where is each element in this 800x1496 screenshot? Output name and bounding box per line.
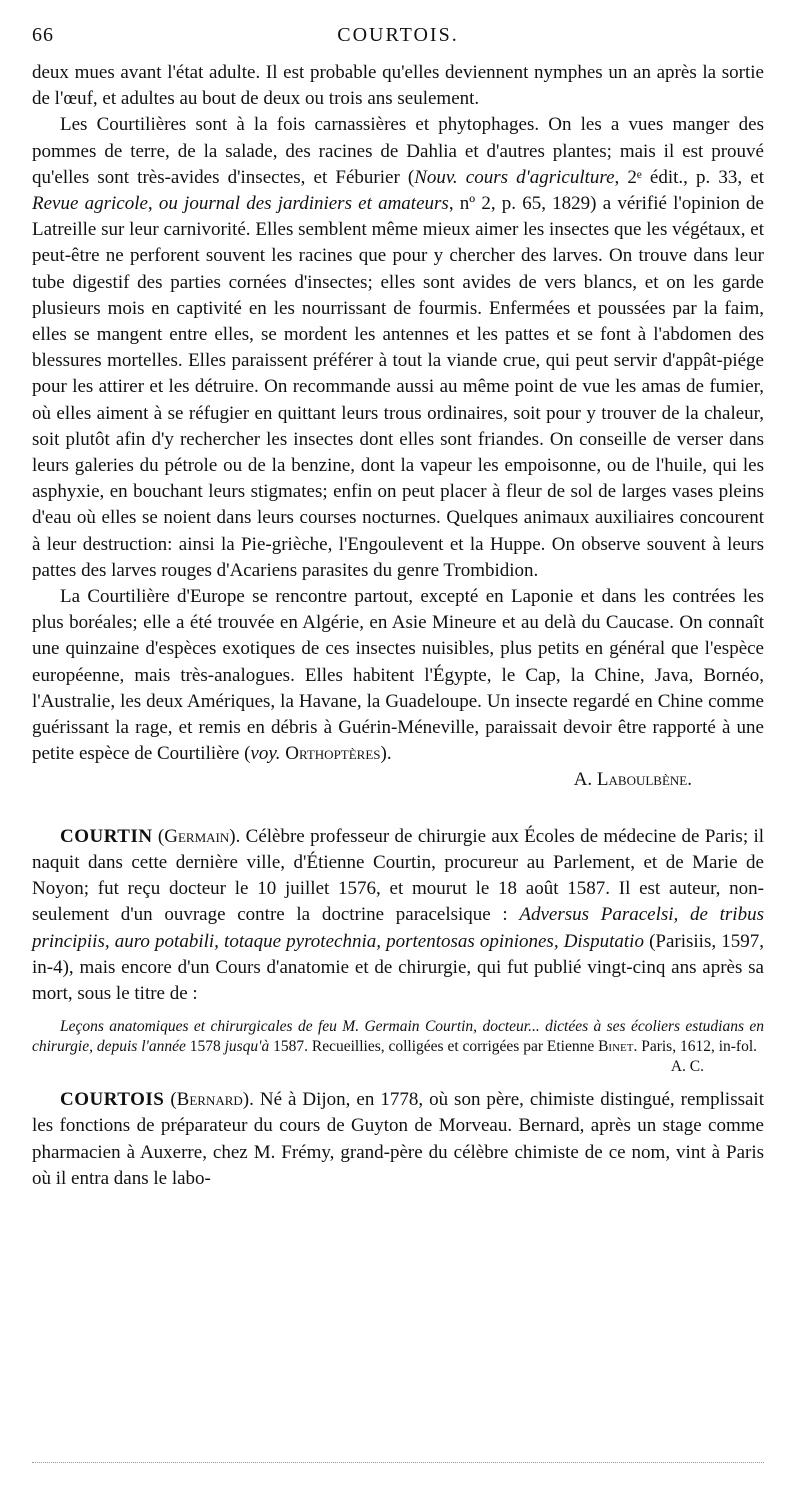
- cross-reference: Orthoptères: [285, 743, 381, 765]
- text-run: . Né à Dijon, en 1778, où son père, chimiste distingué, remplissait les fonctions de préparateur du cours de Guyton de Morveau. Bernard, après un stage comme pharmacien à Auxerre, chez M. Frémy, grand-père du célèbre chimiste de ce nom, vint à Paris où il entra dans le labo-: [32, 1089, 764, 1189]
- entry-gap: [32, 794, 764, 824]
- running-title: COURTOIS.: [337, 24, 459, 46]
- text-run: , 2ᵉ édit., p. 33, et: [614, 166, 764, 188]
- text-run: 1578: [189, 1038, 221, 1056]
- paragraph-courtiliere-2: [32, 112, 764, 584]
- entry-given-name: (Germain): [152, 825, 236, 847]
- entry-headword: COURTIN: [60, 825, 153, 847]
- author-signature-laboulbene: [32, 767, 764, 793]
- editor-name: Binet: [598, 1038, 634, 1056]
- text-run: , nº 2, p. 65, 1829) a vérifié l'opinion de Latreille sur leur carnivorité. Elles semblent même mieux aimer les insectes que les végétaux, et peut-être ne perforent souvent les racines que pour y chercher des larves. On trouve dans leur tube digestif des parties cornées d'insectes; elles sont avides de vers blancs, et on les garde plusieurs mois en captivité en les nourrissant de fourmis. Enfermées et poussées par la faim, elles se mangent entre elles, se mordent les antennes et les pattes et se font à l'abdomen des blessures mortelles. Elles paraissent préférer à tout la viande crue, qui peut servir d'appât-piége pour les attirer et les détruire. On recommande aussi au même point de vue les amas de fumier, où elles aiment à se réfugier en quittant leurs trous ordinaires, soit pour y trouver de la chaleur, soit plutôt afin d'y rechercher les insectes dont elles sont friandes. On conseille de verser dans leurs galeries du pétrole ou de la benzine, dont la vapeur les empoisonne, ou de l'huile, qui les asphyxie, en bouchant leurs stigmates; enfin on peut placer à fleur de sol de larges vases pleins d'eau où elles se noient dans leurs courses nocturnes. Quelques animaux auxiliaires concourent à leur destruction: ainsi la Pie-grièche, l'Engoulevent et la Huppe. On observe souvent à leurs pattes des larves rouges d'Acariens parasites du genre Trombidion.: [32, 193, 764, 581]
- text-column: [32, 60, 764, 1192]
- signature-text: A. Laboulbène.: [573, 769, 692, 791]
- text-run: (Parisiis, 1597, in-4), mais encore d'un Cours d'anatomie et de chirurgie, qui fut publié vingt-cinq ans après sa mort, sous le titre de :: [32, 930, 764, 1004]
- text-run: . Célèbre professeur de chirurgie aux Écoles de médecine de Paris; il naquit dans cette dernière ville, d'Étienne Courtin, procureur au Parlement, et de Marie de Noyon; fut reçu docteur le 10 juillet 1576, et mourut le 18 août 1587. Il est auteur, non-seulement d'un ouvrage contre la doctrine paracelsique :: [32, 825, 765, 926]
- page-number: 66: [32, 24, 54, 46]
- italic-title: Adversus Paracelsi, de tribus principiis, auro potabili, totaque pyrotechnia, portentosas opiniones, Disputatio: [32, 904, 764, 952]
- text-run: deux mues avant l'état adulte. Il est probable qu'elles deviennent nymphes un an après la sortie de l'œuf, et adultes au bout de deux ou trois ans seulement.: [32, 62, 764, 110]
- author-signature-ac: A. C.: [670, 1058, 704, 1076]
- text-run: ).: [380, 743, 392, 765]
- text-run: 1587. Recueillies, colligées et corrigées par Etienne: [273, 1038, 599, 1056]
- italic-citation: Revue agricole, ou journal des jardiniers et amateurs: [32, 193, 449, 215]
- entry-given-name: (Bernard): [164, 1089, 250, 1111]
- italic-title: Leçons anatomiques et chirurgicales de feu M. Germain Courtin, docteur... dictées à ses écoliers estudians en chirurgie, depuis l'année: [32, 1018, 764, 1056]
- text-run: La Courtilière d'Europe se rencontre partout, excepté en Laponie et dans les contrées les plus boréales; elle a été trouvée en Algérie, en Asie Mineure et au delà du Caucase. On connaît une quinzaine d'espèces exotiques de ces insectes nuisibles, plus petits en général que l'espèce européenne, mais très-analogues. Elles habitent l'Égypte, le Cap, la Chine, Java, Bornéo, l'Australie, les deux Amériques, la Havane, la Guadeloupe. Un insecte regardé en Chine comme guérissant la rage, et remis en débris à Guérin-Méneville, paraissait devoir être rapporté à une petite espèce de Courtilière (: [32, 586, 764, 765]
- text-run: Les Courtilières sont à la fois carnassières et phytophages. On les a vues manger des pommes de terre, de la salade, des racines de Dahlia et d'autres plantes; mais il est prouvé qu'elles sont très-avides d'insectes, et Féburier (: [32, 114, 764, 188]
- running-header: [32, 24, 764, 52]
- text-run: . Paris, 1612, in-fol.: [633, 1038, 758, 1056]
- entry-courtois: [32, 1087, 764, 1192]
- entry-courtin: [32, 824, 764, 1007]
- paragraph-courtiliere-1: [32, 60, 764, 112]
- italic-title: jusqu'à: [220, 1038, 274, 1056]
- italic-citation: Nouv. cours d'agriculture: [414, 166, 615, 188]
- paragraph-courtiliere-3: [32, 584, 764, 767]
- footer-dotted-rule: [32, 1462, 764, 1463]
- bibliographic-note: [32, 1017, 764, 1076]
- italic-reference: voy.: [250, 743, 281, 765]
- entry-headword: COURTOIS: [60, 1089, 165, 1111]
